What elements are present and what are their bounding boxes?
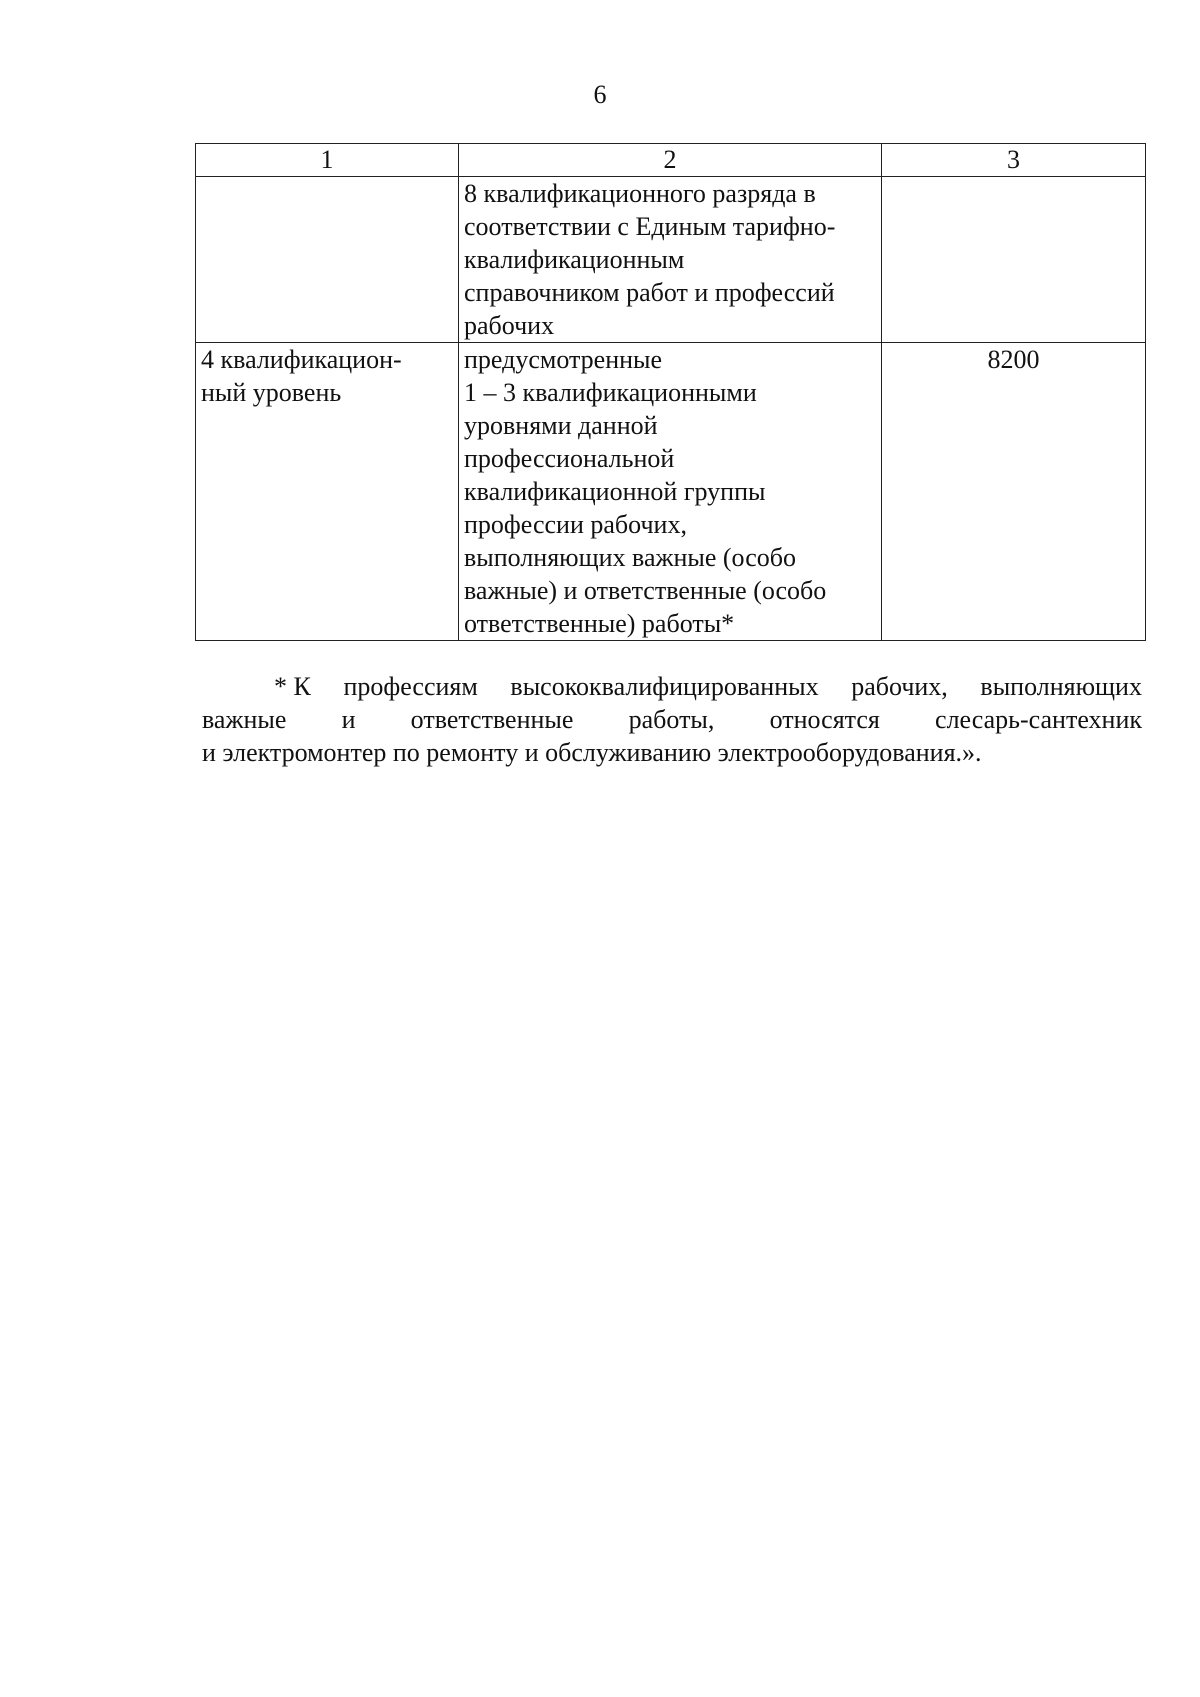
- description-line: предусмотренные: [464, 345, 663, 374]
- footnote-word: профессиям: [343, 672, 478, 701]
- footnote-line-1: [202, 670, 1142, 703]
- column-header-2: 2: [459, 144, 882, 177]
- level-cell: [196, 343, 459, 641]
- footnote-word: рабочих,: [851, 672, 948, 701]
- qualification-table: [195, 143, 1146, 641]
- description-line: профессии рабочих,: [464, 510, 687, 539]
- footnote-word: работы,: [628, 705, 715, 734]
- description-line: квалификационной группы: [464, 477, 766, 506]
- description-cell: [459, 343, 882, 641]
- column-header-1: 1: [196, 144, 459, 177]
- footnote-word: относятся: [769, 705, 880, 734]
- page-number: 6: [593, 80, 607, 109]
- footnote: [202, 670, 1142, 769]
- footnote-word: слесарь-сантехник: [935, 705, 1142, 734]
- description-line: соответствии с Единым тарифно-: [464, 212, 836, 241]
- description-line: ответственные) работы*: [464, 609, 735, 638]
- level-line: 4 квалификацион-: [201, 345, 402, 374]
- footnote-line-2: [202, 703, 1142, 736]
- description-line: квалификационным: [464, 245, 685, 274]
- description-cell: [459, 177, 882, 343]
- footnote-word: выполняющих: [980, 672, 1142, 701]
- column-header-3: 3: [882, 144, 1146, 177]
- footnote-word: высококвалифицированных: [510, 672, 819, 701]
- footnote-word: и: [341, 705, 356, 734]
- salary-cell: 8200: [882, 343, 1146, 641]
- table-row: [196, 343, 1146, 641]
- footnote-word: * К: [274, 672, 311, 701]
- description-line: 1 – 3 квалификационными: [464, 378, 757, 407]
- table-row: [196, 177, 1146, 343]
- description-line: рабочих: [464, 311, 555, 340]
- level-cell: [196, 177, 459, 343]
- description-line: выполняющих важные (особо: [464, 543, 796, 572]
- footnote-word: ответственные: [410, 705, 574, 734]
- level-line: ный уровень: [201, 378, 342, 407]
- table-header-row: [196, 144, 1146, 177]
- description-line: справочником работ и профессий: [464, 278, 835, 307]
- description-line: 8 квалификационного разряда в: [464, 179, 816, 208]
- footnote-word: важные: [202, 705, 287, 734]
- salary-cell: [882, 177, 1146, 343]
- description-line: уровнями данной: [464, 411, 658, 440]
- description-line: профессиональной: [464, 444, 675, 473]
- footnote-line-3: и электромонтер по ремонту и обслуживанию электрооборудования.».: [202, 738, 982, 767]
- description-line: важные) и ответственные (особо: [464, 576, 827, 605]
